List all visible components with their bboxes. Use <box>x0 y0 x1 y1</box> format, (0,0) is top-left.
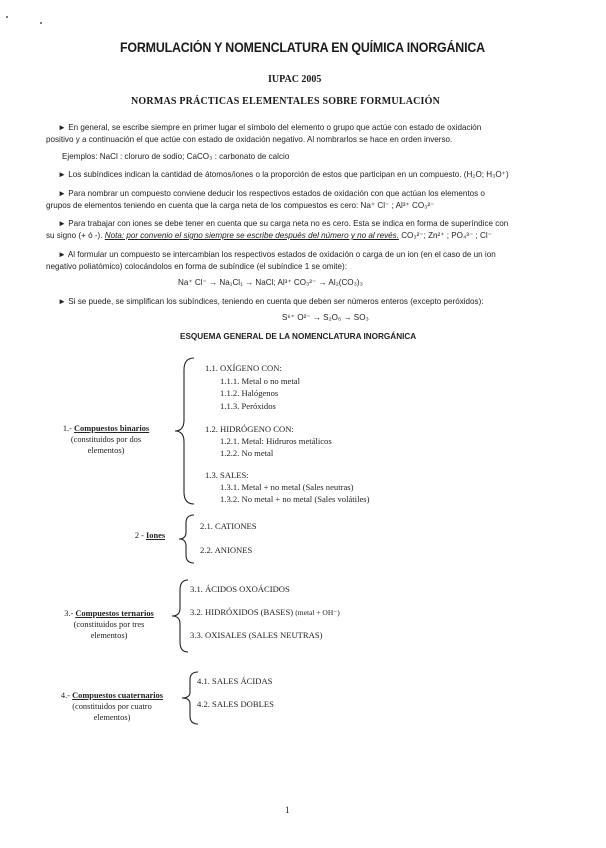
rule-5-line-2: negativo poliatómico) colocándolos en forma de subíndice (el subíndice 1 se omite): <box>46 262 347 271</box>
category-iones <box>120 530 180 541</box>
oxigeno-item-3: 1.1.3. Peróxidos <box>220 401 276 411</box>
ternarios-desc-2: elementos) <box>90 631 128 640</box>
page-title: FORMULACIÓN Y NOMENCLATURA EN QUÍMICA INORGÁNICA <box>120 40 485 55</box>
rule-4-note: Nota: por convenio el signo siempre se escribe después del número y no al revés. <box>104 231 399 240</box>
oxigeno-item-1: 1.1.1. Metal o no metal <box>220 376 300 386</box>
ternarios-heading <box>48 608 170 619</box>
cuaternarios-prefix: 4.- <box>60 691 73 700</box>
cuaternarios-desc-1: (constituidos por cuatro <box>72 702 152 711</box>
category-binarios <box>50 423 162 456</box>
rule-3-line-2: grupos de elementos teniendo en cuenta que la carga neta de los compuestos es cero: Na⁺ Cl⁻ ; Al³⁺ CO₃²⁻ <box>46 201 435 210</box>
ternarios-desc-1: (constituidos por tres <box>73 620 145 629</box>
rule-6-formula: S⁶⁺ O²⁻ → S₂O₆ → SO₃ <box>282 313 369 322</box>
cuaternarios-dobles: 4.2. SALES DOBLES <box>197 699 274 709</box>
binarios-prefix: 1.- <box>62 424 74 433</box>
bullet-arrow-icon: ► <box>58 170 67 179</box>
hidrogeno-item-1: 1.2.1. Metal: Hidruros metálicos <box>220 436 332 446</box>
ternarios-brace <box>170 578 190 654</box>
sales-heading: 1.3. SALES: <box>205 470 249 480</box>
rule-5-formula: Na⁺ Cl⁻ → Na₁Cl₁ → NaCl; Al³⁺ CO₃²⁻ → Al₂(CO₃)₃ <box>178 278 363 287</box>
rule-5-line-1: Al formular un compuesto se intercambian los respectivos estados de oxidación o carga de un ion (en el caso de un ion <box>67 250 496 259</box>
examples-line: Ejemplos: NaCl : cloruro de sodio; CaCO₃ : carbonato de calcio <box>62 152 290 161</box>
ternarios-acidos: 3.1. ÁCIDOS OXOÁCIDOS <box>190 584 290 594</box>
cuaternarios-name: Compuestos cuaternarios <box>72 691 164 700</box>
rule-4-sign-text: su signo (+ ó -). <box>46 231 105 240</box>
cuaternarios-desc-2: elementos) <box>93 713 131 722</box>
binarios-brace <box>172 356 196 506</box>
rule-2-text: Los subíndices indican la cantidad de átomos/iones o la proporción de estos que participan en un compuesto. (H₂O; H₃O⁺) <box>68 170 509 179</box>
scan-speck <box>6 16 8 18</box>
ternarios-oxisales: 3.3. OXISALES (SALES NEUTRAS) <box>190 630 323 640</box>
rule-1 <box>58 122 481 134</box>
oxigeno-heading: 1.1. OXÍGENO CON: <box>205 363 282 373</box>
bullet-arrow-icon: ► <box>58 219 67 228</box>
binarios-desc-2: elementos) <box>87 446 125 455</box>
rule-1-line-1: En general, se escribe siempre en primer lugar el símbolo del elemento o grupo que actúe con estado de oxidación <box>68 123 482 132</box>
ternarios-name: Compuestos ternarios <box>75 609 154 618</box>
scheme-title: ESQUEMA GENERAL DE LA NOMENCLATURA INORGÁNICA <box>180 332 417 341</box>
rule-4-line-1: Para trabajar con iones se debe tener en cuenta que su carga neta no es cero. Esta se indica en forma de superíndice con <box>68 219 509 228</box>
binarios-desc-1: (constituidos por dos <box>70 435 142 444</box>
iones-brace <box>176 513 196 565</box>
ternarios-hidroxidos <box>190 607 340 617</box>
rule-5 <box>58 249 496 261</box>
hidrogeno-item-2: 1.2.2. No metal <box>220 448 274 458</box>
rule-4-line-2 <box>46 230 492 242</box>
binarios-name: Compuestos binarios <box>74 424 150 433</box>
rule-3-line-1: Para nombrar un compuesto conviene deducir los respectivos estados de oxidación con que actúan los elementos o <box>68 189 485 198</box>
ternarios-prefix: 3.- <box>64 609 76 618</box>
iones-cationes: 2.1. CATIONES <box>200 521 257 531</box>
hidrogeno-heading: 1.2. HIDRÓGENO CON: <box>205 424 294 434</box>
hidroxidos-note: (metal + OH⁻) <box>295 608 340 617</box>
rule-3 <box>58 188 485 200</box>
rule-4-examples: CO₃²⁻; Zn²⁺ ; PO₄³⁻ ; Cl⁻ <box>398 231 492 240</box>
section-title: NORMAS PRÁCTICAS ELEMENTALES SOBRE FORMULACIÓN <box>131 96 441 107</box>
bullet-arrow-icon: ► <box>58 189 67 198</box>
bullet-arrow-icon: ► <box>58 250 67 259</box>
sales-item-2: 1.3.2. No metal + no metal (Sales volátiles) <box>220 494 370 504</box>
rule-4 <box>58 218 508 230</box>
category-cuaternarios <box>46 690 178 723</box>
page-number: 1 <box>285 805 290 815</box>
iones-name: Iones <box>146 531 166 540</box>
cuaternarios-heading <box>46 690 178 701</box>
rule-6 <box>58 296 484 308</box>
rule-6-line-1: Si se puede, se simplifican los subíndices, teniendo en cuenta que deben ser números enteros (excepto peróxidos): <box>68 297 484 306</box>
subtitle: IUPAC 2005 <box>268 74 322 85</box>
oxigeno-item-2: 1.1.2. Halógenos <box>220 388 279 398</box>
binarios-heading <box>50 423 162 434</box>
hidroxidos-label: 3.2. HIDRÓXIDOS (BASES) <box>190 607 294 617</box>
rule-1-line-2: positivo y a continuación el que actúe con estado de oxidación negativo. Al nombrarlos se hace en orden inverso. <box>46 135 453 144</box>
sales-item-1: 1.3.1. Metal + no metal (Sales neutras) <box>220 482 354 492</box>
iones-prefix: 2 - <box>134 531 147 540</box>
bullet-arrow-icon: ► <box>58 123 67 132</box>
rule-2 <box>58 169 509 181</box>
cuaternarios-acidas: 4.1. SALES ÁCIDAS <box>197 676 273 686</box>
category-ternarios <box>48 608 170 641</box>
scan-speck <box>40 22 42 24</box>
iones-aniones: 2.2. ANIONES <box>200 545 253 555</box>
bullet-arrow-icon: ► <box>58 297 67 306</box>
